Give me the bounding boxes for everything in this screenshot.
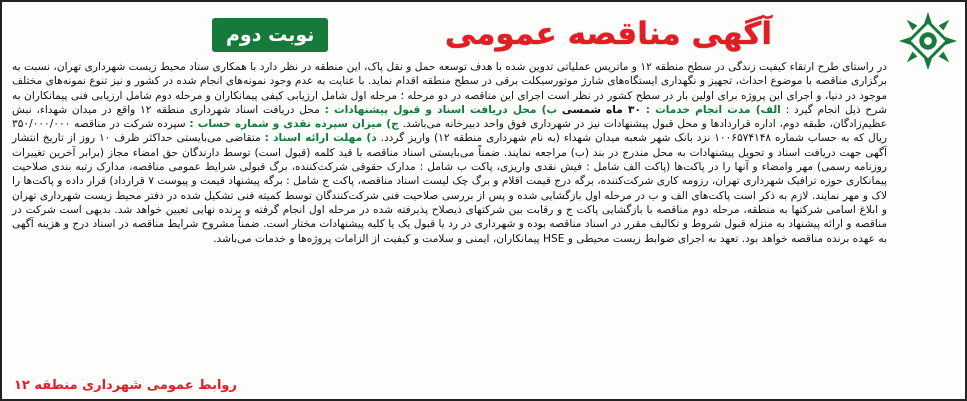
section-c-text: سپرده شرکت در مناقصه ۳۵۰/۰۰۰/۰۰۰ ریال که به حساب شماره ۱۰۰۶۵۷۴۱۴۸ نزد بانک شهر شعبه میدان شهداء (به نام شهرداری منطقه ۱۲) واریز گردد. xyxy=(12,118,888,145)
public-relations-signature: روابط عمومی شهرداری منطقه ۱۲ xyxy=(14,378,237,393)
section-a-label: الف) مدت انجام خدمات : xyxy=(645,103,781,116)
section-a-text: ۳۰ ماه شمسی xyxy=(561,103,641,116)
closing-text: بدیهی است شرکت در مناقصه و ارائه پیشنهاد به منزله قبول شروط و تکالیف مقرر در اسناد مناقصه بوده و شهرداری در رد یا قبول یک یا کلیه پیشنهادات مختار است. ضمناً مشروح شرایط مناقصه در اسناد درج و هزینه آگهی به عهده برنده مناقصه خواهد بود. تعهد به اجرای ضوابط زیست محیطی و HSE پیمانکاران، ایمنی و سلامت و کیفیت از الزامات پروژه‌ها و خدمات می‌باشد. xyxy=(12,203,887,245)
intro-text: در راستای طرح ارتقاء کیفیت زندگی در سطح منطقه ۱۲ و ماتریس عملیاتی تدوین شده با هدف توسعه حمل و نقل پاک، این منطقه در نظر دارد با همکاری ستاد محیط زیست شهرداری تهران، نسبت به برگزاری مناقصه با موضوع احداث، تجهیز و نگهداری ایستگاه‌های شارژ موتورسیکلت برقی در سطح منطقه اقدام نماید. با عنایت به عدم وجود نمونه‌های انجام شده در کشور و نیز تنوع نمونه‌های مختلف موجود در دنیا، و اجرای این پروژه برای اولین بار در سطح کشور در نظر است اجرای این مناقصه در دو مرحله ؛ مرحله اول شامل ارزیابی کیفی پیمانکاران و مرحله دوم شامل ارزیابی فنی پیمانکاران به شرح ذیل انجام گیرد : xyxy=(12,61,887,116)
notice-title: آگهی مناقصه عمومی xyxy=(444,16,772,52)
section-d-label: د) مهلت ارائه اسناد : xyxy=(264,132,377,145)
tehran-municipality-emblem-icon xyxy=(897,10,959,72)
notice-body xyxy=(12,60,887,246)
section-b-label: ب) محل دریافت اسناد و قبول پیشنهادات : xyxy=(324,103,558,116)
section-b-text: محل دریافت اسناد شهرداری منطقه ۱۲ واقع در میدان شهداء، نبش عظیم‌زادگان، طبقه دوم، اداره قراردادها و محل قبول پیشنهادات نیز در شهرداری فوق واحد دبیرخانه می‌باشد. xyxy=(12,103,887,131)
notice-header xyxy=(212,12,872,58)
section-d-text: متقاضی می‌بایستی حداکثر ظرف ۱۰ روز از تاریخ انتشار آگهی جهت دریافت اسناد و تحویل پیشنهادات به محل مندرج در بند (ب) مراجعه نمایند. ضمناً می‌بایستی اسناد مناقصه با قید کلمه (قبول است) توسط دارندگان حق امضاء مجاز (برابر آخرین تغییرات روزنامه رسمی) مهر وامضاء و آنها را در پاکت‌ها (پاکت الف شامل : فیش نقدی واریزی، پاکت ب شامل : مدارک حقوقی شرکت‌کننده، برگ قبولی شرایط عمومی مناقصه، مدارک رتبه بندی صلاحیت پیمانکاری حوزه ترافیک شهرداری تهران، رزومه کاری شرکت‌کننده، برگه درج قیمت اقلام و برگ چک لیست اسناد مناقصه، پاکت ج شامل : برگه پیشنهاد قیمت و پیوست ۷ قرارداد) قرار داده و پاکت‌ها را لاک و مهر نمایند. لازم به ذکر است پاکت‌های الف و ب در مرحله اول بازگشایی شده و پس از بررسی صلاحیت فنی شرکت‌کنندگان توسط کمیته فنی تشکیل شده در دفتر محیط زیست شهرداری تهران و ابلاغ اسامی شرکتها به منطقه، مرحله دوم مناقصه با بازگشایی پاکت ج و رقابت بین شرکتهای ذیصلاح پذیرفته شده در مرحله اول انجام گرفته و برنده نهایی تعیین خواهد شد. xyxy=(12,132,887,216)
round-badge: نوبت دوم xyxy=(212,18,328,52)
section-c-label: ج) میزان سپرده نقدی و شماره حساب : xyxy=(189,118,399,131)
